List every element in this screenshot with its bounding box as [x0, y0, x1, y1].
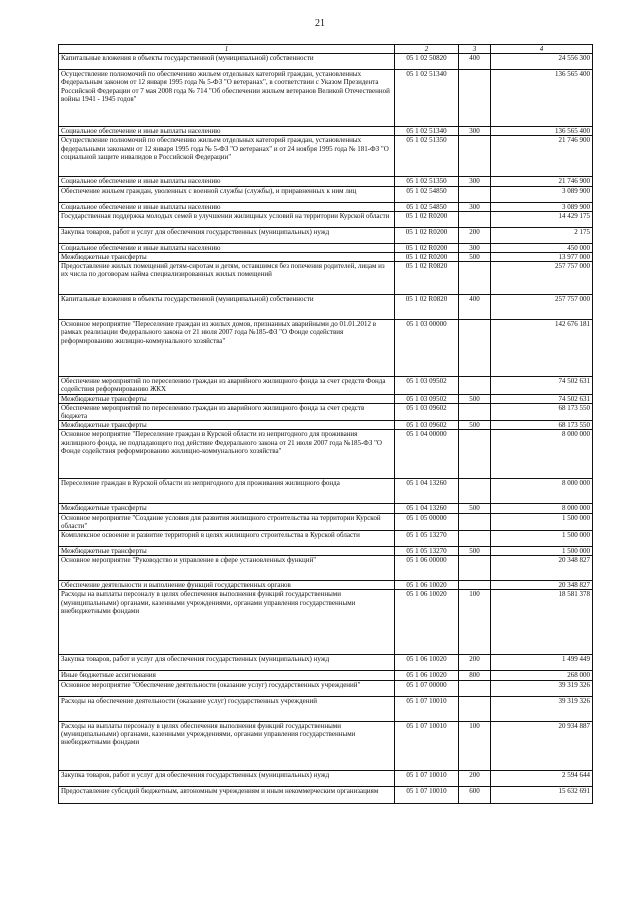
row-sum-cell: 257 757 000	[491, 295, 593, 320]
row-code-cell: 05 1 05 13270	[395, 531, 459, 547]
row-type-cell	[459, 320, 491, 377]
row-type-cell: 800	[459, 671, 491, 680]
header-name-column: 1	[59, 45, 395, 54]
table-row	[59, 253, 593, 262]
page-number: 21	[315, 18, 325, 29]
table-row	[59, 531, 593, 547]
row-code-cell: 05 1 05 00000	[395, 513, 459, 530]
row-name-cell: Закупка товаров, работ и услуг для обеспечения государственных (муниципальных) нужд	[59, 227, 395, 243]
row-code-cell: 05 1 06 10020	[395, 590, 459, 655]
row-type-cell	[459, 70, 491, 127]
row-code-cell: 05 1 03 09502	[395, 377, 459, 394]
row-code-cell: 05 1 07 00000	[395, 680, 459, 696]
table-body	[59, 54, 593, 803]
row-type-cell: 300	[459, 243, 491, 252]
row-sum-cell: 136 565 400	[491, 70, 593, 127]
row-type-cell: 200	[459, 770, 491, 786]
row-code-cell: 05 1 02 51340	[395, 127, 459, 136]
row-type-cell	[459, 377, 491, 394]
row-type-cell	[459, 696, 491, 721]
row-code-cell: 05 1 02 51340	[395, 70, 459, 127]
row-code-cell: 05 1 02 54850	[395, 202, 459, 211]
row-name-cell: Осуществление полномочий по обеспечению жильем отдельных категорий граждан, установленных федеральными законами от 12 января 1995 года № 5-ФЗ "О ветеранах" и от 24 ноября 1995 года № 181-ФЗ "О социальной защите инвалидов в Российской Федерации"	[59, 136, 395, 177]
row-type-cell: 500	[459, 547, 491, 556]
row-code-cell: 05 1 02 R0820	[395, 295, 459, 320]
table-row	[59, 581, 593, 590]
row-type-cell: 300	[459, 177, 491, 186]
row-sum-cell: 2 594 644	[491, 770, 593, 786]
table-row	[59, 227, 593, 243]
row-name-cell: Социальное обеспечение и иные выплаты населению	[59, 177, 395, 186]
table-row	[59, 202, 593, 211]
table-row	[59, 136, 593, 177]
row-sum-cell: 24 556 300	[491, 54, 593, 70]
table-row	[59, 430, 593, 479]
row-sum-cell: 8 000 000	[491, 479, 593, 504]
row-name-cell: Межбюджетные трансферты	[59, 253, 395, 262]
row-code-cell: 05 1 05 13270	[395, 547, 459, 556]
row-type-cell: 300	[459, 127, 491, 136]
row-sum-cell: 3 089 900	[491, 186, 593, 202]
row-sum-cell: 13 977 000	[491, 253, 593, 262]
row-sum-cell: 21 746 900	[491, 136, 593, 177]
row-code-cell: 05 1 02 50820	[395, 54, 459, 70]
row-code-cell: 05 1 03 00000	[395, 320, 459, 377]
row-sum-cell: 14 429 175	[491, 211, 593, 227]
table-row	[59, 421, 593, 430]
row-name-cell: Иные бюджетные ассигнования	[59, 671, 395, 680]
table-row	[59, 547, 593, 556]
row-name-cell: Основное мероприятие "Переселение граждан из жилых домов, признанных аварийными до 01.01.2012 в рамках реализации Федерального закона от 21 июля 2007 года №185-ФЗ "О Фонде содействия реформированию жилищно-коммунального хозяйства"	[59, 320, 395, 377]
row-type-cell	[459, 680, 491, 696]
header-type-column: 3	[459, 45, 491, 54]
row-type-cell: 500	[459, 394, 491, 403]
row-name-cell: Социальное обеспечение и иные выплаты населению	[59, 243, 395, 252]
table-row	[59, 696, 593, 721]
row-sum-cell: 8 000 000	[491, 430, 593, 479]
row-name-cell: Обеспечение жильем граждан, уволенных с военной службы (службы), и приравненных к ним лиц	[59, 186, 395, 202]
row-name-cell: Капитальные вложения в объекты государственной (муниципальной) собственности	[59, 54, 395, 70]
row-sum-cell: 20 348 827	[491, 581, 593, 590]
table-row	[59, 403, 593, 420]
row-type-cell	[459, 430, 491, 479]
row-sum-cell: 142 676 181	[491, 320, 593, 377]
table-row	[59, 262, 593, 295]
row-type-cell: 100	[459, 721, 491, 770]
row-type-cell: 100	[459, 590, 491, 655]
row-sum-cell: 2 175	[491, 227, 593, 243]
row-sum-cell: 15 632 691	[491, 786, 593, 803]
table-row	[59, 655, 593, 671]
table-row	[59, 127, 593, 136]
row-sum-cell: 268 000	[491, 671, 593, 680]
row-sum-cell: 74 502 631	[491, 377, 593, 394]
row-code-cell: 05 1 02 54850	[395, 186, 459, 202]
row-name-cell: Комплексное освоение и развитие территорий в целях жилищного строительства в Курской области	[59, 531, 395, 547]
row-type-cell	[459, 262, 491, 295]
row-sum-cell: 3 089 900	[491, 202, 593, 211]
row-code-cell: 05 1 03 09602	[395, 421, 459, 430]
row-name-cell: Расходы на выплаты персоналу в целях обеспечения выполнения функций государственными (муниципальными) органами, казенными учреждениями, органами управления государственными внебюджетными фондами	[59, 721, 395, 770]
row-type-cell	[459, 211, 491, 227]
row-type-cell: 400	[459, 295, 491, 320]
row-code-cell: 05 1 06 10020	[395, 671, 459, 680]
table-row	[59, 243, 593, 252]
table-row	[59, 513, 593, 530]
row-name-cell: Основное мероприятие "Переселение граждан в Курской области из непригодного для проживания жилищного фонда, не подпадающего под действие Федерального закона от 21 июля 2007 года №185-ФЗ "О Фонде содействия реформированию жилищно-коммунального хозяйства"	[59, 430, 395, 479]
row-sum-cell: 257 757 000	[491, 262, 593, 295]
table-row	[59, 394, 593, 403]
table-row	[59, 70, 593, 127]
row-sum-cell: 39 319 326	[491, 696, 593, 721]
row-code-cell: 05 1 07 10010	[395, 696, 459, 721]
row-sum-cell: 21 746 900	[491, 177, 593, 186]
row-sum-cell: 68 173 550	[491, 421, 593, 430]
row-type-cell: 500	[459, 253, 491, 262]
row-code-cell: 05 1 03 09602	[395, 403, 459, 420]
row-code-cell: 05 1 02 51350	[395, 136, 459, 177]
row-type-cell: 200	[459, 655, 491, 671]
row-name-cell: Капитальные вложения в объекты государственной (муниципальной) собственности	[59, 295, 395, 320]
table-row	[59, 177, 593, 186]
row-type-cell	[459, 136, 491, 177]
row-name-cell: Основное мероприятие "Создание условия для развития жилищного строительства на территории Курской области"	[59, 513, 395, 530]
row-type-cell: 600	[459, 786, 491, 803]
table-row	[59, 721, 593, 770]
table-row	[59, 377, 593, 394]
table-row	[59, 770, 593, 786]
row-type-cell	[459, 513, 491, 530]
row-sum-cell: 18 581 378	[491, 590, 593, 655]
row-code-cell: 05 1 04 13260	[395, 504, 459, 513]
row-type-cell	[459, 556, 491, 581]
row-type-cell: 200	[459, 227, 491, 243]
row-sum-cell: 1 499 449	[491, 655, 593, 671]
row-type-cell	[459, 531, 491, 547]
budget-table	[58, 44, 593, 804]
row-sum-cell: 1 500 000	[491, 547, 593, 556]
row-code-cell: 05 1 06 10020	[395, 581, 459, 590]
row-type-cell: 300	[459, 202, 491, 211]
row-name-cell: Основное мероприятие "Руководство и управление в сфере установленных функций"	[59, 556, 395, 581]
row-sum-cell: 1 500 000	[491, 531, 593, 547]
row-type-cell	[459, 186, 491, 202]
row-type-cell: 500	[459, 504, 491, 513]
row-code-cell: 05 1 02 51350	[395, 177, 459, 186]
row-sum-cell: 136 565 400	[491, 127, 593, 136]
table-row	[59, 186, 593, 202]
row-type-cell: 400	[459, 54, 491, 70]
table-row	[59, 54, 593, 70]
row-code-cell: 05 1 02 R0200	[395, 253, 459, 262]
row-name-cell: Межбюджетные трансферты	[59, 394, 395, 403]
row-code-cell: 05 1 07 10010	[395, 721, 459, 770]
row-name-cell: Основное мероприятие "Обеспечение деятельности (оказание услуг) государственных учреждений"	[59, 680, 395, 696]
row-sum-cell: 20 348 827	[491, 556, 593, 581]
row-sum-cell: 74 502 631	[491, 394, 593, 403]
table-row	[59, 320, 593, 377]
row-name-cell: Расходы на выплаты персоналу в целях обеспечения выполнения функций государственными (муниципальными) органами, казенными учреждениями, органами управления государственными внебюджетными фондами	[59, 590, 395, 655]
row-code-cell: 05 1 07 10010	[395, 786, 459, 803]
row-name-cell: Обеспечение мероприятий по переселению граждан из аварийного жилищного фонда за счет средств Фонда содействия реформированию ЖКХ	[59, 377, 395, 394]
table-row	[59, 671, 593, 680]
row-code-cell: 05 1 02 R0200	[395, 227, 459, 243]
table-row	[59, 680, 593, 696]
row-name-cell: Обеспечение мероприятий по переселению граждан из аварийного жилищного фонда за счет средств бюджета	[59, 403, 395, 420]
row-sum-cell: 20 934 887	[491, 721, 593, 770]
row-sum-cell: 8 000 000	[491, 504, 593, 513]
row-name-cell: Предоставление жилых помещений детям-сиротам и детям, оставшимся без попечения родителей, лицам из их числа по договорам найма специализированных жилых помещений	[59, 262, 395, 295]
row-name-cell: Закупка товаров, работ и услуг для обеспечения государственных (муниципальных) нужд	[59, 655, 395, 671]
table-row	[59, 556, 593, 581]
header-sum-column: 4	[491, 45, 593, 54]
table-row	[59, 211, 593, 227]
row-code-cell: 05 1 03 09502	[395, 394, 459, 403]
row-code-cell: 05 1 07 10010	[395, 770, 459, 786]
row-code-cell: 05 1 04 00000	[395, 430, 459, 479]
row-name-cell: Обеспечение деятельности и выполнение функций государственных органов	[59, 581, 395, 590]
row-sum-cell: 450 000	[491, 243, 593, 252]
row-code-cell: 05 1 06 10020	[395, 655, 459, 671]
row-name-cell: Социальное обеспечение и иные выплаты населению	[59, 127, 395, 136]
row-sum-cell: 1 500 000	[491, 513, 593, 530]
header-code-column: 2	[395, 45, 459, 54]
row-name-cell: Расходы на обеспечение деятельности (оказание услуг) государственных учреждений	[59, 696, 395, 721]
row-name-cell: Переселение граждан в Курской области из непригодного для проживания жилищного фонда	[59, 479, 395, 504]
row-type-cell: 500	[459, 421, 491, 430]
row-name-cell: Предоставление субсидий бюджетным, автономным учреждениям и иным некоммерческим организациям	[59, 786, 395, 803]
table-row	[59, 786, 593, 803]
table-row	[59, 504, 593, 513]
row-name-cell: Государственная поддержка молодых семей в улучшении жилищных условий на территории Курской области	[59, 211, 395, 227]
table-row	[59, 590, 593, 655]
row-sum-cell: 39 319 326	[491, 680, 593, 696]
table-row	[59, 479, 593, 504]
row-name-cell: Межбюджетные трансферты	[59, 421, 395, 430]
row-code-cell: 05 1 04 13260	[395, 479, 459, 504]
row-name-cell: Межбюджетные трансферты	[59, 547, 395, 556]
table-header-row	[59, 45, 593, 54]
row-name-cell: Межбюджетные трансферты	[59, 504, 395, 513]
table-row	[59, 295, 593, 320]
row-code-cell: 05 1 02 R0820	[395, 262, 459, 295]
row-code-cell: 05 1 02 R0200	[395, 243, 459, 252]
row-code-cell: 05 1 06 00000	[395, 556, 459, 581]
row-name-cell: Социальное обеспечение и иные выплаты населению	[59, 202, 395, 211]
row-name-cell: Закупка товаров, работ и услуг для обеспечения государственных (муниципальных) нужд	[59, 770, 395, 786]
row-type-cell	[459, 581, 491, 590]
row-code-cell: 05 1 02 R0200	[395, 211, 459, 227]
row-type-cell	[459, 479, 491, 504]
row-name-cell: Осуществление полномочий по обеспечению жильем отдельных категорий граждан, установленных Федеральным законом от 12 января 1995 года № 5-ФЗ "О ветеранах", в соответствии с Указом Президента Российской Федерации от 7 мая 2008 года № 714 "Об обеспечении жильем ветеранов Великой Отечественной войны 1941 - 1945 годов"	[59, 70, 395, 127]
row-type-cell	[459, 403, 491, 420]
row-sum-cell: 68 173 550	[491, 403, 593, 420]
